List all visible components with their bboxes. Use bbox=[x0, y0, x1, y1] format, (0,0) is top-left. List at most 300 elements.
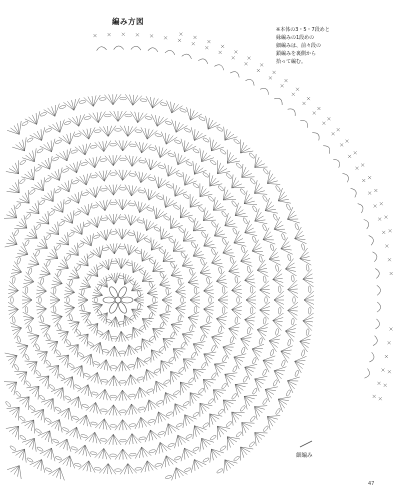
note-line-3: 細編みは、前々段の bbox=[276, 43, 322, 49]
shell-fan bbox=[68, 114, 84, 126]
chain-loop bbox=[148, 312, 153, 319]
center-petal bbox=[103, 297, 115, 303]
chain-loop bbox=[174, 139, 181, 144]
chain-loop bbox=[163, 379, 170, 385]
chain-loop bbox=[189, 324, 194, 331]
sc-x-mark bbox=[385, 245, 388, 248]
shell-fan bbox=[161, 132, 177, 145]
chain-loop bbox=[75, 264, 81, 271]
edging-scallop bbox=[358, 202, 365, 213]
shell-fan bbox=[115, 170, 131, 181]
chain-loop bbox=[115, 469, 122, 472]
chain-loop bbox=[237, 297, 240, 304]
shell-fan bbox=[285, 259, 296, 276]
chain-loop bbox=[222, 286, 225, 293]
chain-loop bbox=[45, 177, 52, 183]
chain-loop bbox=[15, 391, 21, 398]
shell-fan bbox=[191, 127, 206, 140]
shell-fan bbox=[71, 222, 84, 235]
chain-loop bbox=[135, 129, 142, 132]
chain-loop bbox=[119, 217, 126, 220]
chain-loop bbox=[278, 286, 281, 293]
chain-loop bbox=[183, 193, 190, 199]
chain-loop bbox=[291, 318, 294, 325]
edging-scallop bbox=[323, 144, 332, 154]
sc-x-mark bbox=[378, 218, 381, 221]
sc-x-mark bbox=[192, 42, 195, 45]
shell-fan bbox=[254, 180, 267, 194]
chain-loop bbox=[206, 316, 210, 323]
chain-loop bbox=[68, 231, 75, 237]
chain-loop bbox=[231, 393, 237, 400]
chain-loop bbox=[176, 172, 183, 177]
chain-loop bbox=[308, 286, 311, 293]
shell-fan bbox=[125, 185, 141, 196]
shell-fan bbox=[115, 449, 131, 460]
sc-x-mark bbox=[307, 97, 310, 100]
chain-loop bbox=[281, 233, 286, 240]
chain-loop bbox=[83, 373, 90, 378]
chain-loop bbox=[198, 116, 205, 121]
shell-fan bbox=[241, 140, 254, 154]
chain-loop bbox=[125, 114, 132, 117]
shell-fan bbox=[123, 315, 134, 327]
chain-loop bbox=[153, 226, 160, 232]
chain-loop bbox=[101, 217, 108, 221]
chain-loop bbox=[247, 266, 251, 273]
shell-fan bbox=[257, 323, 268, 340]
shell-fan bbox=[7, 180, 20, 193]
chain-loop bbox=[273, 379, 278, 386]
chain-loop bbox=[233, 138, 240, 144]
shell-fan bbox=[125, 434, 141, 445]
sc-x-mark bbox=[164, 36, 167, 39]
shell-fan bbox=[269, 335, 281, 352]
shell-fan bbox=[162, 293, 172, 308]
edging-scallop bbox=[373, 336, 378, 346]
sc-x-mark bbox=[108, 33, 111, 36]
chain-loop bbox=[218, 408, 225, 415]
chain-loop bbox=[111, 261, 118, 264]
chain-loop bbox=[55, 349, 61, 356]
sc-x-mark bbox=[234, 50, 237, 53]
chain-loop bbox=[35, 166, 42, 172]
chain-loop bbox=[48, 210, 55, 216]
shell-fan bbox=[227, 150, 240, 164]
chain-loop bbox=[156, 195, 163, 200]
chain-loop bbox=[184, 128, 191, 133]
chain-loop bbox=[168, 443, 175, 448]
chain-loop bbox=[216, 126, 223, 132]
chain-loop bbox=[82, 192, 89, 197]
shell-fan bbox=[76, 415, 91, 427]
shell-fan bbox=[105, 155, 121, 166]
chain-loop bbox=[40, 315, 44, 322]
sc-x-mark bbox=[332, 132, 335, 135]
sc-x-mark bbox=[390, 272, 393, 275]
chain-loop bbox=[209, 297, 212, 304]
chain-loop bbox=[74, 384, 81, 389]
shell-fan bbox=[260, 281, 270, 298]
note-line-5: 拾って編む。 bbox=[276, 59, 307, 65]
shell-fan bbox=[181, 139, 196, 152]
shell-fan bbox=[145, 158, 161, 170]
chain-loop bbox=[9, 445, 16, 451]
sc-x-mark bbox=[260, 63, 263, 66]
chain-loop bbox=[166, 184, 173, 189]
chain-loop bbox=[173, 390, 180, 396]
chain-loop bbox=[57, 323, 62, 330]
chain-loop bbox=[99, 97, 106, 100]
edging-scallop bbox=[369, 352, 375, 363]
shell-fan bbox=[21, 167, 34, 180]
edging-scallop bbox=[300, 118, 310, 128]
chain-loop bbox=[168, 153, 175, 158]
chain-loop bbox=[78, 242, 85, 248]
chain-loop bbox=[211, 372, 217, 379]
chain-loop bbox=[216, 468, 223, 474]
chain-loop bbox=[39, 297, 42, 304]
chain-loop bbox=[71, 446, 78, 450]
chain-loop bbox=[52, 156, 59, 161]
shell-fan bbox=[95, 448, 111, 459]
shell-fan bbox=[58, 408, 72, 421]
chain-loop bbox=[208, 398, 215, 405]
shell-fan bbox=[107, 243, 121, 254]
shell-fan bbox=[245, 271, 256, 288]
edging-scallop bbox=[333, 157, 341, 167]
shell-fan bbox=[165, 424, 180, 437]
shell-fan bbox=[287, 207, 299, 223]
chain-loop bbox=[84, 116, 91, 120]
chain-loop bbox=[55, 244, 61, 251]
chain-loop bbox=[291, 275, 294, 282]
chain-loop bbox=[158, 164, 165, 169]
shell-fan bbox=[210, 173, 223, 186]
shell-fan bbox=[64, 283, 75, 298]
sc-x-mark bbox=[136, 33, 139, 36]
shell-fan bbox=[5, 232, 17, 247]
shell-fan bbox=[200, 322, 212, 338]
chain-loop bbox=[64, 395, 71, 401]
shell-fan bbox=[252, 344, 264, 360]
chain-loop bbox=[52, 438, 59, 443]
chain-loop bbox=[58, 373, 65, 379]
shell-fan bbox=[123, 273, 134, 285]
chain-loop bbox=[19, 416, 26, 422]
chain-loop bbox=[301, 243, 305, 250]
shell-fan bbox=[300, 248, 311, 265]
shell-fan bbox=[50, 292, 60, 308]
chain-loop bbox=[231, 200, 237, 207]
shell-fan bbox=[59, 132, 75, 145]
shell-fan bbox=[206, 116, 221, 129]
sc-x-mark bbox=[356, 167, 359, 170]
chain-loop bbox=[202, 422, 209, 428]
edging-scallop bbox=[351, 187, 358, 198]
chain-loop bbox=[249, 441, 256, 448]
shell-fan bbox=[287, 377, 299, 393]
chain-loop bbox=[190, 352, 196, 359]
shell-fan bbox=[89, 112, 106, 123]
chain-loop bbox=[74, 211, 81, 216]
chain-loop bbox=[83, 222, 90, 227]
chain-loop bbox=[68, 279, 73, 286]
shell-fan bbox=[160, 311, 171, 325]
shell-fan bbox=[66, 427, 81, 439]
shell-fan bbox=[204, 282, 214, 298]
shell-fan bbox=[125, 404, 141, 415]
chain-loop bbox=[149, 335, 156, 342]
chain-loop bbox=[218, 267, 222, 274]
shell-fan bbox=[66, 160, 81, 172]
chain-loop bbox=[155, 133, 162, 137]
chain-loop bbox=[218, 185, 225, 192]
sc-x-mark bbox=[340, 143, 343, 146]
chain-loop bbox=[250, 415, 256, 422]
shell-fan bbox=[200, 262, 212, 278]
chain-loop bbox=[134, 249, 141, 254]
chain-loop bbox=[105, 276, 112, 281]
shell-fan bbox=[97, 313, 108, 324]
chain-loop bbox=[192, 148, 199, 154]
diagram-title: 編み方図 bbox=[112, 17, 144, 26]
shell-fan bbox=[132, 280, 143, 291]
chain-loop bbox=[250, 307, 253, 314]
chain-loop bbox=[263, 276, 266, 283]
shell-fan bbox=[96, 200, 111, 211]
chain-loop bbox=[188, 216, 195, 223]
shell-fan bbox=[193, 244, 205, 258]
shell-fan bbox=[16, 243, 28, 258]
shell-fan bbox=[273, 270, 284, 287]
shell-fan bbox=[80, 354, 93, 367]
chain-loop bbox=[170, 331, 176, 338]
edging-scallop bbox=[377, 302, 381, 312]
chain-loop bbox=[137, 376, 144, 380]
chain-loop bbox=[46, 333, 51, 340]
shell-fan bbox=[175, 435, 190, 448]
shell-fan bbox=[87, 265, 98, 277]
chain-loop bbox=[178, 367, 185, 374]
sc-x-mark bbox=[232, 56, 235, 59]
sc-x-mark bbox=[374, 189, 377, 192]
shell-fan bbox=[131, 112, 148, 123]
chain-loop bbox=[229, 336, 234, 343]
chain-loop bbox=[100, 438, 107, 441]
edging-scallop bbox=[260, 86, 270, 94]
sc-x-mark bbox=[245, 62, 248, 65]
shell-fan bbox=[23, 272, 34, 288]
chain-loop bbox=[222, 306, 225, 313]
shell-fan bbox=[216, 312, 227, 328]
chain-loop bbox=[129, 314, 136, 320]
chain-loop bbox=[159, 321, 165, 328]
chain-loop bbox=[263, 425, 269, 432]
chain-loop bbox=[86, 274, 92, 281]
shell-fan bbox=[107, 346, 121, 357]
chain-loop bbox=[241, 347, 246, 354]
chain-loop bbox=[28, 325, 33, 332]
chain-loop bbox=[110, 395, 117, 398]
shell-fan bbox=[79, 127, 95, 139]
chain-loop bbox=[54, 188, 61, 194]
shell-fan bbox=[64, 302, 75, 317]
shell-fan bbox=[260, 302, 270, 319]
chain-loop bbox=[53, 306, 56, 313]
shell-fan bbox=[4, 205, 17, 218]
chain-loop bbox=[26, 457, 33, 463]
edging-scallop bbox=[230, 70, 241, 78]
shell-fan bbox=[252, 240, 264, 256]
border-edging bbox=[96, 46, 380, 379]
edging-scallop bbox=[369, 235, 375, 246]
shell-fan bbox=[90, 342, 103, 354]
shell-fan bbox=[160, 275, 171, 289]
chain-loop bbox=[39, 199, 46, 205]
edging-scallop bbox=[375, 268, 380, 278]
shell-fan bbox=[242, 164, 255, 178]
shell-fan bbox=[193, 426, 207, 439]
chain-loop bbox=[119, 158, 126, 161]
sc-x-mark bbox=[368, 192, 371, 195]
chain-loop bbox=[129, 173, 136, 176]
shell-fan bbox=[40, 139, 55, 152]
chain-loop bbox=[90, 422, 97, 426]
edging-scallop bbox=[114, 46, 124, 50]
chain-loop bbox=[180, 341, 186, 348]
sc-x-mark bbox=[385, 216, 388, 219]
sc-x-mark bbox=[178, 39, 181, 42]
shell-fan bbox=[241, 447, 254, 461]
shell-fan bbox=[267, 416, 280, 430]
chain-loop bbox=[119, 410, 126, 413]
chain-loop bbox=[263, 317, 266, 324]
chain-loop bbox=[273, 213, 278, 220]
sc-x-mark bbox=[194, 36, 197, 39]
chain-loop bbox=[252, 388, 258, 395]
chain-loop bbox=[286, 389, 291, 396]
chain-loop bbox=[129, 453, 136, 456]
chain-loop bbox=[65, 254, 71, 261]
shell-fan bbox=[235, 203, 248, 217]
chain-loop bbox=[11, 297, 14, 304]
sc-x-mark bbox=[327, 117, 330, 120]
chain-loop bbox=[250, 286, 253, 293]
chain-loop bbox=[64, 121, 71, 125]
chain-loop bbox=[138, 189, 145, 193]
chain-loop bbox=[67, 297, 70, 304]
chain-loop bbox=[286, 203, 291, 210]
shell-fan bbox=[90, 246, 103, 258]
chain-loop bbox=[158, 431, 165, 436]
shell-fan bbox=[235, 383, 248, 397]
chain-loop bbox=[14, 364, 20, 371]
shell-fan bbox=[105, 434, 121, 445]
chain-loop bbox=[287, 254, 291, 261]
chain-loop bbox=[185, 434, 192, 440]
chain-loop bbox=[100, 158, 107, 161]
chain-loop bbox=[93, 361, 100, 366]
shell-fan bbox=[274, 367, 286, 383]
chain-loop bbox=[263, 168, 269, 175]
chain-loop bbox=[35, 223, 41, 230]
shell-fan bbox=[4, 382, 17, 395]
chain-loop bbox=[220, 445, 227, 451]
chain-loop bbox=[192, 183, 199, 189]
chain-loop bbox=[128, 203, 135, 207]
chain-loop bbox=[5, 401, 11, 408]
chain-loop bbox=[35, 249, 41, 256]
crochet-rings bbox=[4, 94, 314, 480]
chain-loop bbox=[306, 329, 310, 336]
chain-loop bbox=[222, 238, 227, 245]
shell-fan bbox=[85, 156, 101, 168]
chain-loop bbox=[110, 424, 117, 427]
chain-loop bbox=[79, 100, 86, 104]
chain-loop bbox=[211, 345, 216, 352]
shell-fan bbox=[161, 456, 177, 469]
shell-fan bbox=[75, 445, 91, 457]
chain-loop bbox=[96, 330, 103, 336]
chain-loop bbox=[294, 370, 299, 377]
shell-fan bbox=[120, 464, 137, 475]
chain-loop bbox=[104, 114, 111, 117]
shell-fan bbox=[109, 273, 121, 284]
shell-fan bbox=[153, 381, 167, 394]
chain-loop bbox=[281, 360, 286, 367]
chain-loop bbox=[16, 257, 21, 264]
chain-loop bbox=[90, 175, 97, 179]
chain-loop bbox=[80, 162, 87, 166]
chain-loop bbox=[127, 364, 134, 368]
chain-loop bbox=[176, 422, 183, 427]
chain-loop bbox=[198, 206, 205, 213]
shell-fan bbox=[104, 94, 121, 105]
shell-fan bbox=[115, 420, 131, 431]
shell-fan bbox=[58, 179, 72, 192]
sc-x-mark bbox=[382, 369, 385, 372]
sc-x-mark bbox=[362, 179, 365, 182]
sc-x-mark bbox=[303, 102, 306, 105]
shell-fan bbox=[97, 229, 112, 241]
chain-loop bbox=[211, 248, 216, 255]
chain-loop bbox=[55, 139, 62, 144]
chain-loop bbox=[168, 356, 175, 363]
chain-loop bbox=[160, 102, 167, 106]
shell-fan bbox=[100, 259, 113, 271]
chain-loop bbox=[87, 253, 94, 259]
edging-scallop bbox=[312, 131, 321, 141]
chain-loop bbox=[26, 137, 33, 143]
chain-loop bbox=[178, 227, 185, 234]
chain-loop bbox=[45, 359, 51, 366]
chain-loop bbox=[173, 204, 180, 210]
chain-loop bbox=[94, 129, 101, 132]
chain-loop bbox=[262, 224, 267, 231]
shell-fan bbox=[23, 312, 34, 328]
shell-fan bbox=[8, 302, 18, 319]
chain-loop bbox=[25, 306, 28, 313]
shell-fan bbox=[144, 400, 159, 412]
chain-loop bbox=[140, 98, 147, 101]
shell-fan bbox=[92, 302, 103, 314]
sc-x-mark bbox=[390, 328, 393, 331]
shell-fan bbox=[68, 191, 83, 204]
chain-loop bbox=[252, 357, 257, 364]
shell-fan bbox=[216, 271, 227, 287]
chain-loop bbox=[294, 223, 299, 230]
